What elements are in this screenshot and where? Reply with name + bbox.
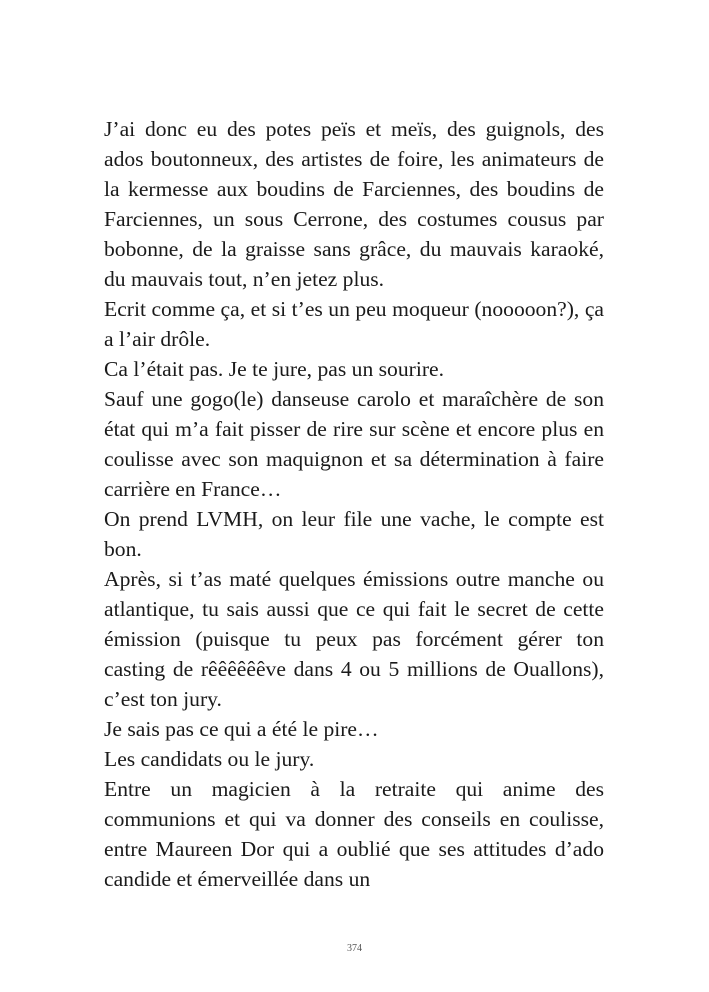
paragraph-7: Je sais pas ce qui a été le pire… bbox=[104, 717, 379, 741]
paragraph-1: J’ai donc eu des potes peïs et meïs, des guignols, des ados boutonneux, des artistes de foire, les animateurs de la kermesse aux boudins de Farciennes, des boudins de Farciennes, un sous Cerrone, des costumes cousus par bobonne, de la graisse sans grâce, du mauvais karaoké, du mauvais tout, n’en jetez plus. bbox=[104, 117, 604, 291]
paragraph-6: Après, si t’as maté quelques émissions outre manche ou atlantique, tu sais aussi que ce qui fait le secret de cette émission (puisque tu peux pas forcément gérer ton casting de rêêêêêêve dans 4 ou 5 millions de Ouallons), c’est ton jury. bbox=[104, 567, 604, 711]
page-number: 374 bbox=[347, 943, 362, 954]
page-body-text bbox=[104, 114, 604, 894]
paragraph-2: Ecrit comme ça, et si t’es un peu moqueur (nooooon?), ça a l’air drôle. bbox=[104, 297, 604, 351]
paragraph-5: On prend LVMH, on leur file une vache, le compte est bon. bbox=[104, 507, 604, 561]
paragraph-8: Les candidats ou le jury. bbox=[104, 747, 315, 771]
paragraph-4: Sauf une gogo(le) danseuse carolo et maraîchère de son état qui m’a fait pisser de rire sur scène et encore plus en coulisse avec son maquignon et sa détermination à faire carrière en France… bbox=[104, 387, 604, 501]
paragraph-3: Ca l’était pas. Je te jure, pas un sourire. bbox=[104, 357, 444, 381]
paragraph-9: Entre un magicien à la retraite qui anime des communions et qui va donner des conseils en coulisse, entre Maureen Dor qui a oublié que ses attitudes d’ado candide et émerveillée dans un bbox=[104, 777, 604, 891]
